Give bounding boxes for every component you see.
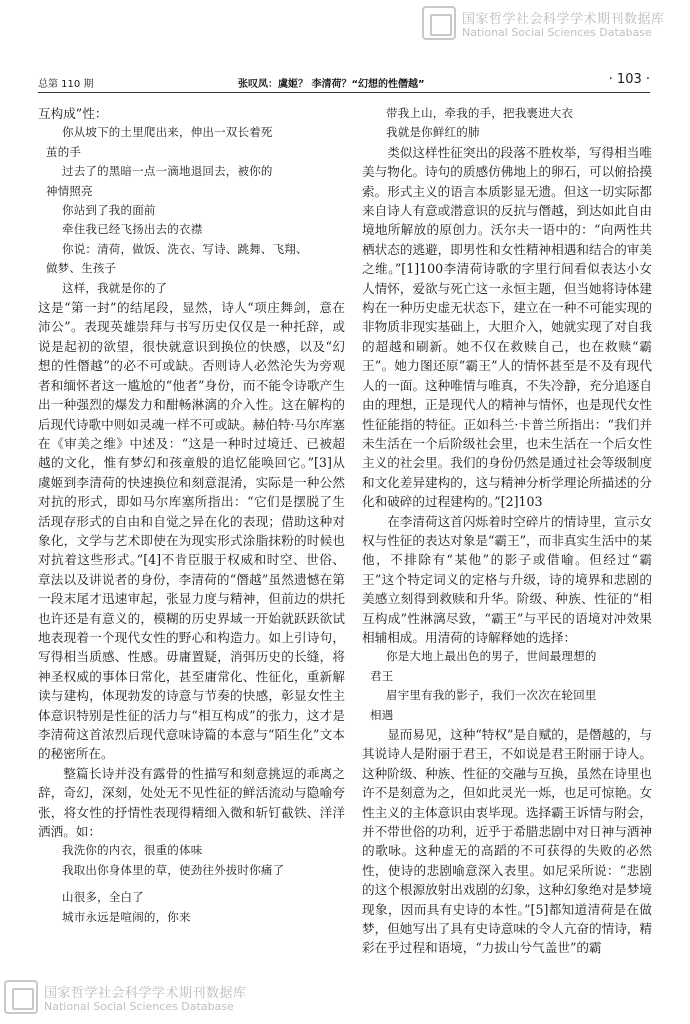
poem-line: 你从坡下的土里爬出来，伸出一双长着死	[62, 125, 273, 140]
paragraph: 显而易见，这种“特权”是自赋的，是僭越的，与其说诗人是附丽于君王，不如说是君王附丽于诗人。这种阶级、种族、性征的交融与互换，虽然在诗里也许不是刻意为之，但如此灵光一烁，也足可惊艳。女性主义的主体意识由衷毕现。选择霸王诉情与附会，并不带世俗的功利，近乎于希腊悲剧中对日神与酒神的歌咏。这种虚无的高蹈的不可获得的失败的必然性，使诗的悲剧喻意深入表里。如尼采所说：“悲剧的这个根源放射出戏剧的幻象，这种幻象绝对是梦境现象，因而具有史诗的本性。”[5]都知道清荷是在做梦，但她写出了具有史诗意味的令人亢奋的情诗，精彩在乎过程和语境，“力拔山兮气盖世”的霸	[362, 727, 652, 956]
watermark-en: National Social Sciences Database	[462, 26, 652, 39]
poem-line: 牵住我已经飞扬出去的衣襟	[62, 222, 203, 237]
poem-line: 你说：清荷，做饭、洗衣、写诗、跳舞、飞翔、	[62, 241, 308, 256]
poem-line: 眉宇里有我的影子，我们一次次在轮回里	[386, 688, 597, 703]
paragraph: 在李清荷这首闪烁着时空碎片的情诗里，宣示女权与性征的表达对象是“霸王”，而非真实生活中的某他，不排除有“某他”的影子或借喻。但经过“霸王”这个特定词义的定格与升级，诗的境界和悲剧的美感立刻得到救赎和升华。阶级、种族、性征的“相互构成”性淋漓尽致，“霸王”与平民的语境对冲效果相辅相成。用清荷的诗解释她的选择：	[362, 513, 652, 645]
poem-line: 你站到了我的面前	[62, 203, 156, 218]
left-column	[38, 104, 345, 927]
poem-line: 这样，我就是你的了	[62, 280, 168, 295]
poem-line: 你是大地上最出色的男子，世间最理想的	[386, 649, 597, 664]
page-header	[38, 72, 650, 90]
poem-line: 带我上山，牵我的手，把我裹进大衣	[386, 106, 574, 120]
poem-line: 我洗你的内衣，很重的体味	[62, 843, 203, 858]
poem-line: 城市永远是喧闹的，你来	[62, 909, 191, 924]
watermark-bottom	[4, 978, 304, 1020]
poem-line: 山很多，全白了	[62, 890, 144, 905]
poem-line: 茧的手	[46, 144, 82, 159]
database-logo-icon	[4, 980, 38, 1014]
poem-line: 相遇	[370, 707, 394, 722]
paragraph: 这是“第一封”的结尾段，显然，诗人“项庄舞剑，意在沛公”。表现英雄崇拜与书写历史仅仅是一种托辞，或说是起初的欲望，很快就意识到换位的快感，以及“幻想的性僭越”的必不可或缺。否则诗人必然沦失为旁观者和缅怀者这一尴尬的“他者”身份，而不能令诗歌产生出一种强烈的爆发力和酣畅淋漓的介入性。这在解构的后现代诗歌中则如灵魂一样不可或缺。赫伯特·马尔库塞在《审美之维》中述及：“这是一种时过境迁、已被超越的文化，惟有梦幻和孩童般的追忆能唤回它。”[3]从虞姬到李清荷的快速换位和刻意混淆，实际是一种公然对抗的形式，即如马尔库塞所指出：“它们是摆脱了生活现存形式的自由和自觉之异在化的表现；借助这种对象化，文学与艺术即使在为现实形式涂脂抹粉的时候也对抗着这些形式。”[4]不肯臣服于权威和时空、世俗、章法以及讲说者的身份，李清荷的“僭越”虽然遗憾在第一段末尾才迅速审起，张显力度与精神，但前边的烘托也许还是有意义的，模糊的历史界域一开始就跃跃欲试地表现着一个现代女性的野心和构造力。如上引诗句，写得相当质感、性感。毋庸置疑，消弭历史的长缝，将神圣权威的事体日常化，甚至庸常化、性征化，重新解读与建构，体现勃发的诗意与节奏的快感，彰显女性主体意识特别是性征的活力与“相互构成”的张力，这才是李清荷这首浓烈后现代意味诗篇的本意与“陌生化”文本的秘密所在。	[38, 300, 345, 762]
header-rule	[38, 92, 650, 93]
watermark-top	[422, 4, 684, 46]
paragraph: 整篇长诗并没有露骨的性描写和刻意挑逗的乖离之辞，奇幻，深刻，处处无不见性征的鲜活流动与隐喻夸张，将女性的抒情性表现得精细入微和斩钉截铁、洋洋洒洒。如：	[38, 765, 345, 840]
issue-number: 总第 110 期	[38, 79, 94, 90]
watermark-cn: 国家哲学社会科学学术期刊数据库	[462, 12, 665, 27]
paragraph: 互构成”性：	[38, 106, 108, 121]
paragraph: 类似这样性征突出的段落不胜枚举，写得相当唯美与物化。诗句的质感仿佛地上的卵石，可以俯拾摸索。形式主义的语言本质影显无遗。但这一切实际都来自诗人有意或潜意识的反抗与僭越，到达如此自由境地所解放的原创力。沃尔夫一语中的：“向两性共栖状态的逃避，即男性和女性精神相遇和结合的审美之维。”[1]100李清荷诗歌的字里行间看似表达小女人情怀，爱欲与死亡这一永恒主题，但当她将诗体建构在一种历史虚无状态下，建立在一种不可能实现的非物质非现实基础上，大胆介入，她就实现了对自我的超越和刷新。她不仅在救赎自己，也在救赎“霸王”。她力图还原“霸王”人的情怀甚至是不及有现代人的一面。这种唯情与唯真，不失冷静，充分追逐自由的理想，正是现代人的精神与情怀，也是现代女性性征能指的特征。正如科兰·卡普兰所指出：“我们并未生活在一个后阶级社会里，也未生活在一个后女性主义的社会里。我们的身份仍然是通过社会等级制度和文化差异建构的，这与精神分析学理论所描述的分化和破碎的过程建构的。”[2]103	[362, 144, 652, 510]
database-logo-icon	[422, 6, 456, 40]
poem-line: 我就是你鲜红的肺	[386, 125, 480, 140]
page-number: · 103 ·	[608, 72, 650, 87]
poem-line: 我取出你身体里的草，使劲往外拔时你痛了	[62, 862, 285, 877]
running-title: 张叹凤：虞姬？ 李清荷？“幻想的性僭越”	[238, 79, 425, 90]
watermark-en: National Social Sciences Database	[44, 1000, 234, 1013]
right-column	[362, 104, 652, 958]
watermark-cn: 国家哲学社会科学学术期刊数据库	[44, 986, 247, 1001]
poem-line: 做梦、生孩子	[46, 261, 117, 276]
poem-line: 君王	[370, 668, 394, 683]
stanza-gap	[38, 880, 345, 888]
poem-line: 神情照亮	[46, 183, 93, 198]
poem-line: 过去了的黑暗一点一滴地退回去，被你的	[62, 164, 273, 179]
